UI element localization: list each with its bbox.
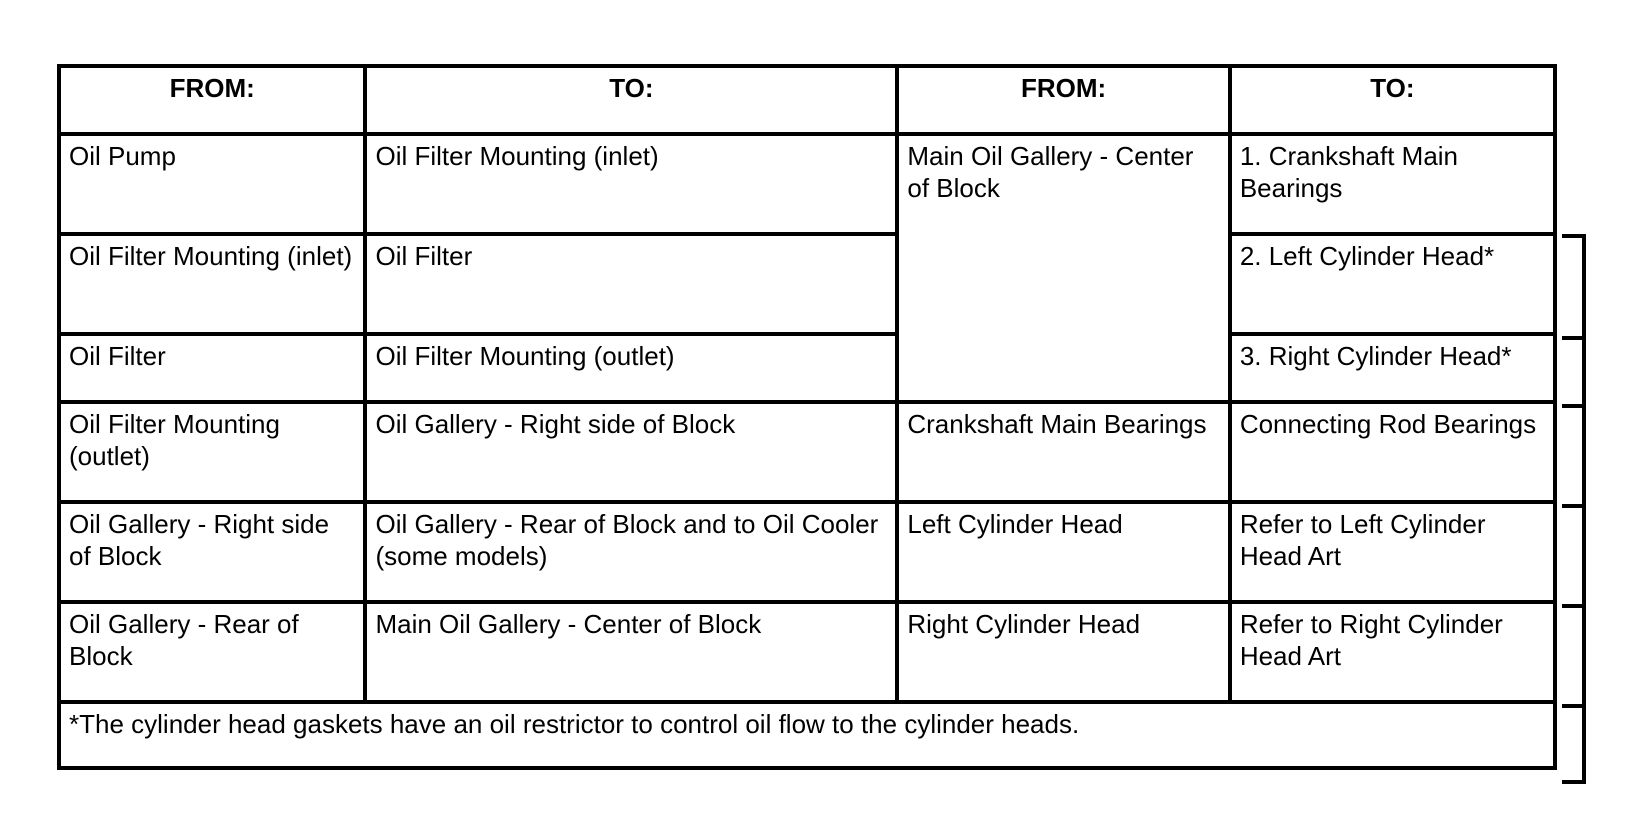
table-row	[59, 602, 1555, 702]
main-gallery-to-cell-3: 3. Right Cylinder Head*	[1230, 334, 1555, 402]
right-border-tick	[1562, 704, 1586, 708]
right-border-rule-bottom	[1562, 780, 1586, 784]
from-cell: Oil Filter Mounting (inlet)	[59, 234, 365, 334]
table-row	[59, 134, 1555, 234]
from-cell: Oil Gallery - Right side of Block	[59, 502, 365, 602]
to-cell: Main Oil Gallery - Center of Block	[365, 602, 897, 702]
header-to-left: TO:	[365, 66, 897, 134]
right-to-cell: Refer to Right Cylinder Head Art	[1230, 602, 1555, 702]
right-to-cell: Connecting Rod Bearings	[1230, 402, 1555, 502]
right-border-rule	[1582, 234, 1586, 784]
main-gallery-from-cell: Main Oil Gallery - Center of Block	[897, 134, 1229, 402]
from-cell: Oil Filter	[59, 334, 365, 402]
main-gallery-to-cell-2: 2. Left Cylinder Head*	[1230, 234, 1555, 334]
header-from-left: FROM:	[59, 66, 365, 134]
right-border-tick	[1562, 504, 1586, 508]
right-border-tick	[1562, 404, 1586, 408]
right-border-tick	[1562, 336, 1586, 340]
right-to-cell: Refer to Left Cylinder Head Art	[1230, 502, 1555, 602]
footnote: *The cylinder head gaskets have an oil restrictor to control oil flow to the cylinder heads.	[59, 702, 1555, 768]
table-row	[59, 334, 1555, 402]
right-from-cell: Right Cylinder Head	[897, 602, 1229, 702]
right-border-rule-top	[1562, 234, 1586, 238]
from-cell: Oil Gallery - Rear of Block	[59, 602, 365, 702]
header-to-right: TO:	[1230, 66, 1555, 134]
header-row	[59, 66, 1555, 134]
right-from-cell: Left Cylinder Head	[897, 502, 1229, 602]
header-from-right: FROM:	[897, 66, 1229, 134]
to-cell: Oil Gallery - Right side of Block	[365, 402, 897, 502]
from-cell: Oil Pump	[59, 134, 365, 234]
oil-flow-table	[57, 64, 1557, 770]
to-cell: Oil Filter Mounting (outlet)	[365, 334, 897, 402]
right-from-cell: Crankshaft Main Bearings	[897, 402, 1229, 502]
table-row	[59, 234, 1555, 334]
to-cell: Oil Filter	[365, 234, 897, 334]
to-cell: Oil Gallery - Rear of Block and to Oil Cooler (some models)	[365, 502, 897, 602]
right-border-tick	[1562, 604, 1586, 608]
from-cell: Oil Filter Mounting (outlet)	[59, 402, 365, 502]
table-row	[59, 402, 1555, 502]
to-cell: Oil Filter Mounting (inlet)	[365, 134, 897, 234]
footnote-row	[59, 702, 1555, 768]
oil-flow-table-container	[57, 64, 1557, 770]
main-gallery-to-cell-1: 1. Crankshaft Main Bearings	[1230, 134, 1555, 234]
table-row	[59, 502, 1555, 602]
